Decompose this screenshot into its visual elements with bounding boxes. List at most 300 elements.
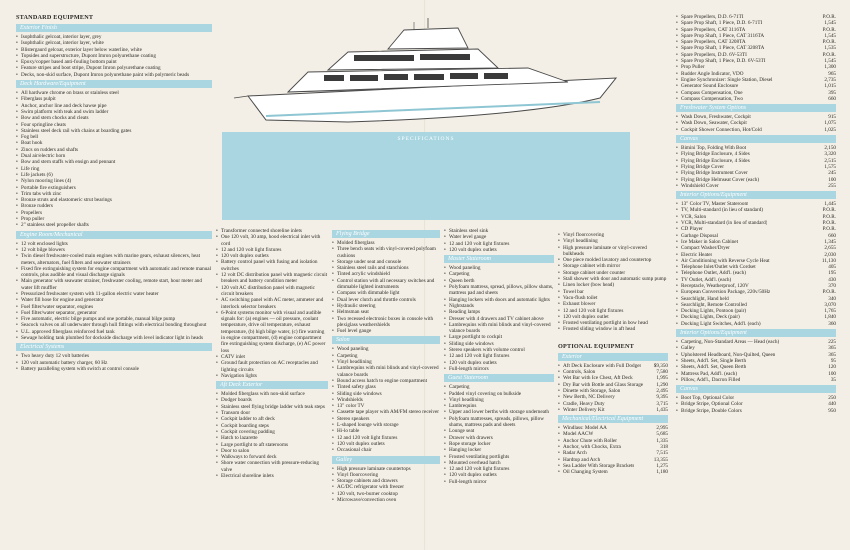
item-price: 195 xyxy=(828,270,836,277)
item-label: • Docking Light Switches, Add'l. (each) xyxy=(681,320,761,327)
item-label: • Model AACW xyxy=(563,431,594,438)
item-price: 255 xyxy=(828,182,836,189)
list-item: • 12 volt enclosed lights xyxy=(16,241,212,247)
item-label: • Windlass: Model AA xyxy=(563,425,607,432)
list-item: • Transom door xyxy=(216,410,328,416)
list-item: • One 120 volt, 30 amp, hood electrical inlet with cord xyxy=(216,234,328,247)
item-price: P.O.R. xyxy=(822,26,836,33)
item-label: • CD Player xyxy=(681,226,703,233)
list-item: • Fuel filter/water separator, engines xyxy=(16,304,212,310)
list-item: • Full-length mirror xyxy=(444,479,554,485)
list-item: • Compass with dimmable light xyxy=(332,290,440,296)
item-price: 370 xyxy=(828,282,836,289)
item-price: 915 xyxy=(828,114,836,121)
item-label: • Mattress Pad, Add'l. (each) xyxy=(681,370,738,377)
list-item: • High pressure laminate countertops xyxy=(332,466,440,472)
list-item: • Linen locker (bow head) xyxy=(558,282,668,288)
list-item: • Trim tabs with zinc xyxy=(16,191,212,197)
section-heading: Exterior Finish xyxy=(16,24,212,32)
section-heading: Salon xyxy=(332,336,440,344)
list-item: • 13" color TV xyxy=(332,403,440,409)
list-item: • Towel bar xyxy=(558,289,668,295)
item-price: 7,515 xyxy=(656,450,668,457)
price-item xyxy=(558,407,668,413)
item-price: P.O.R. xyxy=(822,289,836,296)
item-price: 395 xyxy=(828,89,836,96)
list-item: • 12 volt DC distribution panel with magnetic circuit breakers and battery condition meter xyxy=(216,272,328,285)
list-item: • Stainless steel flying bridge ladder with teak steps xyxy=(216,404,328,410)
section-heading: Engine Room/Mechanical xyxy=(16,231,212,239)
list-item: • Battery paralleling system with switch at control console xyxy=(16,366,212,372)
list-item: • Carpeting xyxy=(332,353,440,359)
column-3-sections xyxy=(332,230,440,503)
list-item: • Hatch to lazarette xyxy=(216,435,328,441)
specifications-panel xyxy=(222,132,630,220)
list-item: • Dodger boards xyxy=(216,397,328,403)
list-item: • L-shaped lounge with storage xyxy=(332,422,440,428)
item-price: 35 xyxy=(830,376,836,383)
item-label: • Spare Propellers, CAT 3116TA xyxy=(681,26,746,33)
list-item: • Zincs on rudders and shafts xyxy=(16,147,212,153)
section-heading: Canvas xyxy=(676,385,836,393)
section-heading: Freshwater System Options xyxy=(676,104,836,112)
price-item xyxy=(676,183,836,189)
list-item: • 120 volt duplex outlets xyxy=(444,360,554,366)
list-item: • Nylon mooring lines (4) xyxy=(16,178,212,184)
section-heading: Galley xyxy=(332,456,440,464)
item-label: • Searchlight, Remote Controlled xyxy=(681,301,747,308)
item-label: • Aft Deck Enclosure with Full Dodger xyxy=(563,362,642,369)
list-item: • Four springline cleats xyxy=(16,122,212,128)
item-label: • Bridge Stripe, Optional Color xyxy=(681,401,743,408)
list-item: • Water fill hose for engine and generator xyxy=(16,297,212,303)
item-label: • Flying Bridge Enclosure, 4 Sides xyxy=(681,157,750,164)
list-item: • Sliding side windows xyxy=(332,391,440,397)
list-item: • Molded fiberglass xyxy=(332,240,440,246)
list-item: • Upper and lower berths with storage underneath xyxy=(444,409,554,415)
list-item: • Tinted safety glass xyxy=(332,384,440,390)
column-7-sections xyxy=(676,14,836,414)
item-price: P.O.R. xyxy=(822,220,836,227)
item-label: • Compass Compensation, Two xyxy=(681,95,743,102)
section-heading: Guest Stateroom xyxy=(444,374,554,382)
list-item: • Shore water connection with pressure-reducing valve xyxy=(216,460,328,473)
item-price: 1,075 xyxy=(824,120,836,127)
list-item: • Carpeting xyxy=(444,271,554,277)
list-item: • 12 volt bilge blowers xyxy=(16,247,212,253)
section-heading: Interior Options/Equipment xyxy=(676,191,836,199)
item-label: • Rudder Angle Indicator, VDO xyxy=(681,70,744,77)
item-label: • Receptacle, Weatherproof, 120V xyxy=(681,282,749,289)
list-item: • Polyfoam mattress, spread, pillows, pillow shams, mattress pad and sheets xyxy=(444,284,554,297)
list-item: • 120 volt automatic battery charger, 60 Hz xyxy=(16,360,212,366)
item-price: P.O.R. xyxy=(822,39,836,46)
list-item: • Hanging locker xyxy=(444,447,554,453)
column-2-sections xyxy=(216,228,328,479)
list-item: • Fuel level gauge xyxy=(332,328,440,334)
item-label: • Boot Top, Optional Color xyxy=(681,395,735,402)
item-price: 430 xyxy=(828,276,836,283)
price-item xyxy=(676,321,836,327)
item-label: • Spare Propellers, CAT 3208TA xyxy=(681,39,746,46)
list-item: • Frosted ventilating portlight in bow head xyxy=(558,320,668,326)
list-item: • One piece molded lavatory and countertop xyxy=(558,257,668,263)
list-item: • Cassette tape player with AM/FM stereo receiver xyxy=(332,409,440,415)
price-item xyxy=(676,408,836,414)
optional-equipment-sections xyxy=(558,353,668,476)
item-price: 965 xyxy=(828,70,836,77)
item-label: • 13" Color TV, Master Stateroom xyxy=(681,201,749,208)
item-price: 2,655 xyxy=(824,245,836,252)
item-price: 1,545 xyxy=(824,32,836,39)
column-5 xyxy=(558,232,668,544)
list-item: • Sewage holding tank plumbed for dockside discharge with level indicator light in heads xyxy=(16,335,212,341)
item-price: $9,350 xyxy=(653,362,668,369)
item-price: 100 xyxy=(828,370,836,377)
item-price: 245 xyxy=(828,170,836,177)
list-item: • Propellers xyxy=(16,210,212,216)
item-price: 7,580 xyxy=(656,369,668,376)
item-label: • Carpeting, Non-Standard Areas — Head (each) xyxy=(681,339,780,346)
section-heading: Exterior xyxy=(558,353,668,361)
item-label: • Bimini Top, Folding With Boot xyxy=(681,145,747,152)
list-item: • Stainless steel sink xyxy=(444,228,554,234)
list-item: • Bronze struts and elastomeric strut bearings xyxy=(16,197,212,203)
specifications-title: SPECIFICATIONS xyxy=(397,136,455,142)
list-item: • Two recessed electronic boxes in console with plexiglass weathershields xyxy=(332,316,440,329)
item-price: 1,445 xyxy=(824,201,836,208)
price-item xyxy=(676,96,836,102)
list-item: • Drawer with drawers xyxy=(444,435,554,441)
item-price: P.O.R. xyxy=(822,226,836,233)
list-item: • Vinyl floorcovering xyxy=(558,232,668,238)
section-heading: Interior Options/Equipment xyxy=(676,329,836,337)
item-label: • Cockpit Shower Connection, Hot/Cold xyxy=(681,126,762,133)
list-item: • Boat hook xyxy=(16,140,212,146)
list-item: • Bow and stern chocks and cleats xyxy=(16,115,212,121)
section-heading: Flying Bridge xyxy=(332,230,440,238)
list-item: • Dual air/electric horn xyxy=(16,153,212,159)
item-price: 11,130 xyxy=(821,257,836,264)
item-price: 2,150 xyxy=(824,145,836,152)
list-item: • Main generator with seawater strainer, freshwater cooling, remote start, hour meter and water lift muffler xyxy=(16,278,212,291)
list-item: • CATV inlet xyxy=(216,354,328,360)
item-price: 5,685 xyxy=(656,431,668,438)
list-item: • Padded vinyl covering on bulkside xyxy=(444,391,554,397)
list-item: • 12 and 120 volt light fixtures xyxy=(444,353,554,359)
list-item: • Control station with all necessary switches and dimmable lighted instruments xyxy=(332,278,440,291)
item-label: • Compass Compensation, One xyxy=(681,89,743,96)
list-item: • Hanging lockers with doors and automatic lights xyxy=(444,297,554,303)
item-label: • Flying Bridge Helmseat Cover (each) xyxy=(681,176,760,183)
list-item: • Occasional chair xyxy=(332,447,440,453)
item-price: 1,345 xyxy=(824,238,836,245)
list-item: • Storage cabinet with mirror xyxy=(558,263,668,269)
column-3 xyxy=(332,228,440,544)
list-item: • Hi-lo table xyxy=(332,428,440,434)
column-4-sections xyxy=(444,228,554,485)
item-label: • TV, Multi-standard (in lieu of standard) xyxy=(681,207,764,214)
item-label: • Engine Synchronizer: Single Station, Diesel xyxy=(681,76,773,83)
item-label: • Spare Prop Shaft, 1 Piece, CAT 3208TA xyxy=(681,45,765,52)
list-item: • Full-length mirrors xyxy=(444,366,554,372)
list-item: • Frosted sliding window in aft head xyxy=(558,326,668,332)
item-price: 365 xyxy=(828,345,836,352)
item-label: • Wash Down, Freshwater, Cockpit xyxy=(681,114,751,121)
item-price: P.O.R. xyxy=(822,51,836,58)
list-item: • 12 and 120 volt light fixtures xyxy=(558,308,668,314)
list-item: • Life ring xyxy=(16,166,212,172)
list-item: • Stereo speakers xyxy=(332,416,440,422)
item-label: • Flying Bridge Cover xyxy=(681,163,724,170)
item-label: • Winter Delivery Kit xyxy=(563,406,605,413)
price-item xyxy=(558,469,668,475)
list-item: • Wood paneling xyxy=(332,346,440,352)
item-label: • Generator Sound Enclosure xyxy=(681,83,739,90)
list-item: • Mounted overhead hatch xyxy=(444,460,554,466)
list-item: • 2" stainless steel propeller shafts xyxy=(16,222,212,228)
item-label: • VCR, Salon xyxy=(681,213,707,220)
section-heading: Electrical Systems xyxy=(16,343,212,351)
list-item: • Stainless steel rails and stanchions xyxy=(332,265,440,271)
list-item: • Queen berth xyxy=(444,278,554,284)
list-item: • U.L. approved fiberglass reinforced fuel tank xyxy=(16,329,212,335)
item-price: 13,355 xyxy=(653,456,668,463)
item-price: 1,300 xyxy=(824,64,836,71)
list-item: • Electrical shoreline inlets xyxy=(216,473,328,479)
item-price: 1,995 xyxy=(656,375,668,382)
section-heading: Deck Hardware/Equipment xyxy=(16,80,212,88)
section-heading: Mechanical/Electrical Equipment xyxy=(558,415,668,423)
list-item: • Cockpit ladder to aft deck xyxy=(216,416,328,422)
item-label: • Dinette with Storage, Salon xyxy=(563,387,621,394)
item-label: • Spare Propellers, D.D. 6V-53TI xyxy=(681,51,747,58)
list-item: • 120 volt duplex outlets xyxy=(444,247,554,253)
list-item: • Twin diesel freshwater-cooled main engines with marine gears, exhaust silencers, heat meters, alternators, fuel filters and seawater strainers xyxy=(16,253,212,266)
list-item: • Cockpit covering padding xyxy=(216,429,328,435)
item-price: 2,995 xyxy=(656,425,668,432)
item-price: 1,545 xyxy=(824,20,836,27)
item-label: • Garbage Disposal xyxy=(681,232,719,239)
list-item: • Battery control panel with fusing and isolation switches xyxy=(216,259,328,272)
item-price: 1,025 xyxy=(824,126,836,133)
list-item: • Cockpit boarding steps xyxy=(216,423,328,429)
list-item: • 120 volt AC distribution panel with magnetic circuit breakers xyxy=(216,285,328,298)
item-label: • Upholstered Headboard, Non-Quilted, Queen xyxy=(681,351,776,358)
list-item: • Storage cabinet under counter xyxy=(558,270,668,276)
list-item: • Lounge seat xyxy=(444,428,554,434)
item-price: 1,535 xyxy=(824,45,836,52)
list-item: • Exhaust blower xyxy=(558,301,668,307)
item-label: • Sea Ladder With Storage Brackets xyxy=(563,462,635,469)
item-price: 1,545 xyxy=(824,58,836,65)
item-price: 120 xyxy=(828,364,836,371)
yacht-illustration xyxy=(228,16,628,128)
list-item: • Stall shower with door and automatic sump pump xyxy=(558,276,668,282)
list-item: • 120 volt duplex outlets xyxy=(216,253,328,259)
list-item: • 120 volt duplex outlets xyxy=(444,472,554,478)
item-label: • Anchor, with Chocks, Extra xyxy=(563,444,621,451)
list-item: • 12 and 120 volt light fixtures xyxy=(444,241,554,247)
item-price: 100 xyxy=(828,176,836,183)
item-label: • Controls, Salon xyxy=(563,369,596,376)
section-heading: Canvas xyxy=(676,135,836,143)
list-item: • Frosted ventilating portlights xyxy=(444,454,554,460)
item-price: P.O.R. xyxy=(822,14,836,20)
item-label: • Wash Down, Seawater, Cockpit xyxy=(681,120,747,127)
list-item: • Epoxy/copper based anti-fouling bottom paint xyxy=(16,59,212,65)
list-item: • Bound access hatch to engine compartment xyxy=(332,378,440,384)
list-item: • Fog bell xyxy=(16,134,212,140)
item-price: 250 xyxy=(828,395,836,402)
item-price: 1,290 xyxy=(656,381,668,388)
list-item: • Ground fault protection on AC receptacles and lighting circuits xyxy=(216,360,328,373)
item-label: • Radar Arch xyxy=(563,450,587,457)
item-label: • Spare Prop Shaft, 1 Piece, D.D. 6-71TI xyxy=(681,20,763,27)
price-item xyxy=(676,377,836,383)
list-item: • Isophthalic gelcoat, interior layer, white xyxy=(16,40,212,46)
item-price: 1,435 xyxy=(656,406,668,413)
list-item: • Windshields xyxy=(332,397,440,403)
item-label: • Spare Prop Shaft, 1 Piece, CAT 3116TA xyxy=(681,32,765,39)
item-label: • Air Conditioning with Reverse Cycle Heat xyxy=(681,257,770,264)
list-item: • Seacock valves on all underwater through hull fittings with electrical bonding throughout xyxy=(16,322,212,328)
item-label: • Compact Washer/Dryer xyxy=(681,245,730,252)
item-label: • Sheets, Add'l. Set, Queen Berth xyxy=(681,364,747,371)
list-item: • Nightstands xyxy=(444,303,554,309)
list-item: • Five automatic, electric bilge pumps and one portable, manual bilge pump xyxy=(16,316,212,322)
list-item: • Reading lamps xyxy=(444,309,554,315)
list-item: • Bronze rudders xyxy=(16,203,212,209)
list-item: • Carpeting xyxy=(444,384,554,390)
list-item: • Door to salon xyxy=(216,448,328,454)
list-item: • Walkways to forward deck xyxy=(216,454,328,460)
item-label: • Anchor Chute with Roller xyxy=(563,437,618,444)
list-item: • Lambrequins xyxy=(444,403,554,409)
item-price: 1,575 xyxy=(824,163,836,170)
column-2 xyxy=(216,228,328,544)
list-item: • Fiberglass pulpit xyxy=(16,96,212,102)
list-item: • High pressure laminate or vinyl-covered bulkheads xyxy=(558,245,668,258)
item-label: • Hardtop and Arch xyxy=(563,456,601,463)
price-item xyxy=(676,127,836,133)
list-item: • Lambrequins with mini blinds and vinyl-covered valance boards xyxy=(332,365,440,378)
list-item: • Vinyl floorcovering xyxy=(332,472,440,478)
item-label: • Sheets, Add'l. Set, Single Berth xyxy=(681,357,747,364)
list-item: • AC switching panel with AC meter, ammeter and interlock selector breakers xyxy=(216,297,328,310)
list-item: • Sliding side windows xyxy=(444,341,554,347)
item-price: 340 xyxy=(828,295,836,302)
item-price: 318 xyxy=(660,444,668,451)
item-label: • New Berth, NC Delivery xyxy=(563,394,615,401)
item-price: 950 xyxy=(828,407,836,414)
item-label: • Windshield Cover xyxy=(681,182,719,189)
list-item: • 12 and 120 volt light fixtures xyxy=(444,466,554,472)
list-item: • Storage cabinets and drawers xyxy=(332,478,440,484)
item-price: 2,735 xyxy=(824,76,836,83)
list-item: • Dual lever clutch and throttle controls xyxy=(332,297,440,303)
item-label: • European Conversion Package, 220v/50Hz xyxy=(681,289,771,296)
item-label: • Telephone Outlet, Add'l. (each) xyxy=(681,270,746,277)
standard-equipment-title: STANDARD EQUIPMENT xyxy=(16,14,94,21)
item-price: 660 xyxy=(828,232,836,239)
list-item: • Storage under seat and console xyxy=(332,259,440,265)
list-item: • Fixed fire extinguishing system for engine compartment with automatic and remote manual controls, plus audible and visual discharge signals xyxy=(16,266,212,279)
list-item: • Stereo speakers with volume control xyxy=(444,347,554,353)
column-1-sections xyxy=(16,24,212,372)
item-label: • TV Outlet, Add'l. (each) xyxy=(681,276,732,283)
item-price: 2,030 xyxy=(824,251,836,258)
list-item: • Portable fire extinguishers xyxy=(16,185,212,191)
item-price: 660 xyxy=(828,95,836,102)
column-1 xyxy=(16,14,212,544)
list-item: • Blistergaurd gelcoat, exterior layer below waterline, white xyxy=(16,47,212,53)
item-label: • Flying Bridge Enclosure, 4 Sides xyxy=(681,151,750,158)
column-5-sections xyxy=(558,232,668,333)
item-price: 1,015 xyxy=(824,83,836,90)
list-item: • Two heavy duty 12 volt batteries xyxy=(16,353,212,359)
list-item: • Helmsman seat xyxy=(332,309,440,315)
list-item: • Fuel filter/water separator, generator xyxy=(16,310,212,316)
list-item: • Dresser with 4 drawers and TV cabinet above xyxy=(444,316,554,322)
list-item: • Prop puller xyxy=(16,216,212,222)
item-label: • Electric Heater xyxy=(681,251,713,258)
item-label: • Bridge Stripe, Double Colors xyxy=(681,407,742,414)
item-price: P.O.R. xyxy=(822,207,836,214)
item-price: 440 xyxy=(828,401,836,408)
list-item: • Wood paneling xyxy=(444,265,554,271)
item-label: • Pillow, Add'l., Dacron Filled xyxy=(681,376,741,383)
list-item: • Vacu-flush toilet xyxy=(558,295,668,301)
list-item: • Three bench seats with vinyl-covered polyfoam cushions xyxy=(332,246,440,259)
item-price: 3,320 xyxy=(824,151,836,158)
item-price: P.O.R. xyxy=(822,213,836,220)
item-price: 2,515 xyxy=(824,157,836,164)
list-item: • Vinyl headlining xyxy=(444,397,554,403)
list-item: • Molded fiberglass with non-skid surface xyxy=(216,391,328,397)
list-item: • Microwave/convection oven xyxy=(332,497,440,503)
item-label: • Telephone Inlet/Outlet with Cordset xyxy=(681,264,756,271)
list-item: • Vinyl headlining xyxy=(332,359,440,365)
list-item: • Large portlight to aft staterooms xyxy=(216,442,328,448)
item-price: 405 xyxy=(828,264,836,271)
list-item: • Rope storage locker xyxy=(444,441,554,447)
item-price: 3,715 xyxy=(656,400,668,407)
item-price: 1,275 xyxy=(656,462,668,469)
item-label: • Galley xyxy=(681,345,695,352)
item-price: 95 xyxy=(830,357,836,364)
column-7 xyxy=(676,14,836,544)
list-item: • Transformer connected shoreline inlets xyxy=(216,228,328,234)
list-item: • Bow and stern staffs with ensign and pennant xyxy=(16,159,212,165)
column-4 xyxy=(444,228,554,544)
item-label: • Searchlight, Hand held xyxy=(681,295,729,302)
item-price: 2,495 xyxy=(656,387,668,394)
list-item: • Decks, non-skid surface, Dupont Imron polyurethane paint with polymeric beads xyxy=(16,72,212,78)
item-label: • Prop Puller xyxy=(681,64,705,71)
item-label: • Spare Prop Shaft, 1 Piece, D.D. 6V-53TI xyxy=(681,58,766,65)
list-item: • Anchor, anchor line and deck hawse pipe xyxy=(16,103,212,109)
list-item: • 120 volt, two-burner cooktop xyxy=(332,491,440,497)
list-item: • 12 and 120 volt light fixtures xyxy=(216,247,328,253)
item-price: 1,840 xyxy=(824,314,836,321)
list-item: • Polyfoam mattresses, spreads, pillows, pillow shams, mattress pads and sheets xyxy=(444,416,554,429)
list-item: • All hardware chrome on brass or stainless steel xyxy=(16,90,212,96)
list-item: • Hydraulic steering xyxy=(332,303,440,309)
list-item: • Large portlight to cockpit xyxy=(444,334,554,340)
item-label: • Ice Maker in Salon Cabinet xyxy=(681,238,739,245)
list-item: • Swim platform with teak and swim ladder xyxy=(16,109,212,115)
